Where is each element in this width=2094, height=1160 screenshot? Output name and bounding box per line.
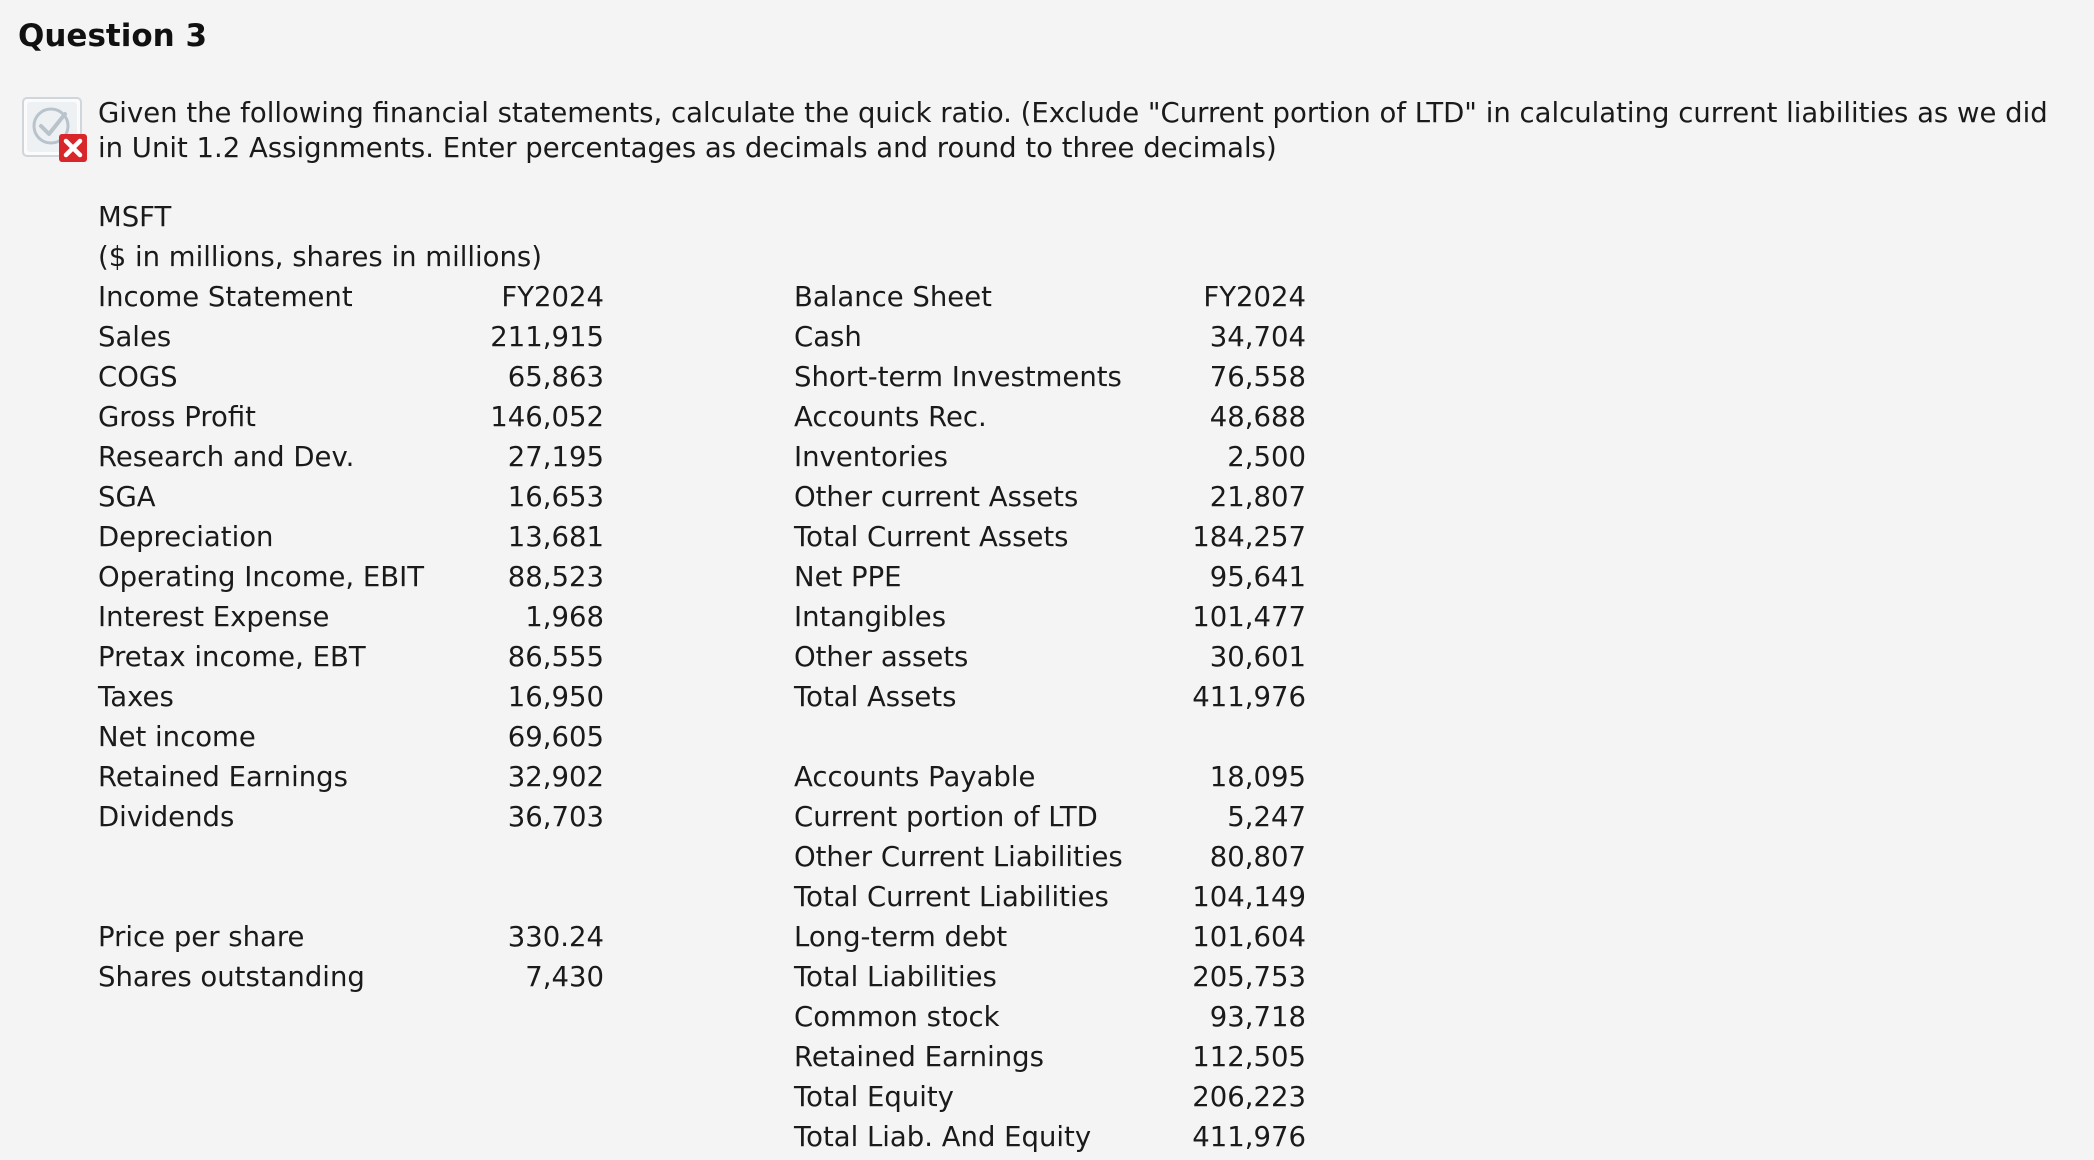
income-row-label: Interest Expense: [98, 601, 330, 633]
asset-row: [794, 397, 1306, 437]
income-row-value: 65,863: [507, 361, 604, 393]
income-row-value: 88,523: [507, 561, 604, 593]
liability-row-label: Total Liab. And Equity: [794, 1121, 1092, 1153]
income-row-label: Research and Dev.: [98, 441, 355, 473]
market-row-value: 7,430: [525, 961, 604, 993]
liability-row-label: Total Equity: [794, 1081, 954, 1113]
market-row: [98, 957, 604, 997]
income-row: [98, 317, 604, 357]
asset-row: [794, 677, 1306, 717]
income-row-value: 86,555: [507, 641, 604, 673]
asset-row-label: Inventories: [794, 441, 948, 473]
liability-row-value: 411,976: [1192, 1121, 1306, 1153]
liability-row-value: 112,505: [1192, 1041, 1306, 1073]
liability-row-label: Total Current Liabilities: [794, 881, 1109, 913]
liability-row: [794, 1077, 1306, 1117]
liability-row-label: Current portion of LTD: [794, 801, 1098, 833]
income-row-label: Net income: [98, 721, 256, 753]
liability-row-label: Common stock: [794, 1001, 1000, 1033]
market-row-value: 330.24: [507, 921, 604, 953]
asset-row: [794, 597, 1306, 637]
income-row-value: 27,195: [507, 441, 604, 473]
income-row: [98, 357, 604, 397]
income-row-value: 16,653: [507, 481, 604, 513]
liability-row-value: 205,753: [1192, 961, 1306, 993]
income-row-label: Taxes: [98, 681, 174, 713]
balance-header-row: [794, 277, 1306, 317]
liability-row: [794, 917, 1306, 957]
income-row-value: 36,703: [507, 801, 604, 833]
liability-row: [794, 957, 1306, 997]
liability-row-label: Other Current Liabilities: [794, 841, 1123, 873]
asset-row-label: Total Assets: [794, 681, 957, 713]
liability-row: [794, 757, 1306, 797]
income-row: [98, 597, 604, 637]
market-row-label: Price per share: [98, 921, 305, 953]
liability-row-label: Retained Earnings: [794, 1041, 1044, 1073]
asset-row: [794, 637, 1306, 677]
asset-row-label: Short-term Investments: [794, 361, 1122, 393]
income-row-label: Sales: [98, 321, 172, 353]
asset-row-label: Net PPE: [794, 561, 902, 593]
asset-row-value: 30,601: [1209, 641, 1306, 673]
income-statement-table: [98, 277, 604, 997]
income-row: [98, 677, 604, 717]
income-row: [98, 557, 604, 597]
market-row-label: Shares outstanding: [98, 961, 365, 993]
question-title: Question 3: [18, 18, 208, 54]
asset-row-value: 21,807: [1209, 481, 1306, 513]
liability-row-value: 18,095: [1209, 761, 1306, 793]
liability-row-value: 206,223: [1192, 1081, 1306, 1113]
asset-row: [794, 357, 1306, 397]
asset-row-value: 101,477: [1192, 601, 1306, 633]
asset-row-label: Other assets: [794, 641, 969, 673]
liability-row: [794, 1037, 1306, 1077]
asset-row-label: Total Current Assets: [794, 521, 1069, 553]
liability-row-value: 5,247: [1227, 801, 1306, 833]
liability-row-label: Total Liabilities: [794, 961, 997, 993]
income-row: [98, 477, 604, 517]
income-row-label: Pretax income, EBT: [98, 641, 366, 673]
income-row-value: 69,605: [507, 721, 604, 753]
income-row-label: Retained Earnings: [98, 761, 348, 793]
liability-row: [794, 797, 1306, 837]
asset-row: [794, 517, 1306, 557]
units-note: ($ in millions, shares in millions): [98, 241, 542, 273]
income-row-label: Dividends: [98, 801, 235, 833]
liability-row-value: 101,604: [1192, 921, 1306, 953]
income-row-label: Depreciation: [98, 521, 274, 553]
liability-row-label: Accounts Payable: [794, 761, 1036, 793]
income-row: [98, 717, 604, 757]
company-ticker: MSFT: [98, 201, 172, 233]
asset-row: [794, 557, 1306, 597]
liability-row-value: 93,718: [1209, 1001, 1306, 1033]
asset-row-label: Intangibles: [794, 601, 947, 633]
balance-year-heading: FY2024: [1203, 281, 1306, 313]
liability-row: [794, 837, 1306, 877]
income-row-label: Gross Profit: [98, 401, 256, 433]
asset-row-value: 184,257: [1192, 521, 1306, 553]
liability-row: [794, 1117, 1306, 1157]
liability-row: [794, 997, 1306, 1037]
asset-row: [794, 477, 1306, 517]
market-row: [98, 917, 604, 957]
income-year-heading: FY2024: [501, 281, 604, 313]
income-row-label: SGA: [98, 481, 156, 513]
liability-row-value: 104,149: [1192, 881, 1306, 913]
income-row-value: 1,968: [525, 601, 604, 633]
income-row-value: 32,902: [507, 761, 604, 793]
income-row-value: 146,052: [490, 401, 604, 433]
asset-row-label: Other current Assets: [794, 481, 1079, 513]
income-statement-heading: Income Statement: [98, 281, 353, 313]
asset-row-value: 34,704: [1209, 321, 1306, 353]
income-row: [98, 797, 604, 837]
liability-row: [794, 877, 1306, 917]
asset-row-value: 2,500: [1227, 441, 1306, 473]
liability-row-label: Long-term debt: [794, 921, 1008, 953]
incorrect-x-icon: [21, 96, 89, 164]
income-row-label: Operating Income, EBIT: [98, 561, 425, 593]
income-row: [98, 757, 604, 797]
income-row: [98, 517, 604, 557]
balance-sheet-heading: Balance Sheet: [794, 281, 992, 313]
income-row: [98, 437, 604, 477]
asset-row-value: 48,688: [1209, 401, 1306, 433]
balance-sheet-table: [794, 277, 1306, 1157]
question-prompt: Given the following financial statements, calculate the quick ratio. (Exclude "Current portion of LTD" in calculating current liabilities as we did in Unit 1.2 Assignments. Enter percentages as decimals and round to three decimals): [98, 97, 2048, 164]
asset-row-value: 76,558: [1209, 361, 1306, 393]
income-row-value: 211,915: [490, 321, 604, 353]
income-row: [98, 637, 604, 677]
income-row-value: 13,681: [507, 521, 604, 553]
asset-row: [794, 437, 1306, 477]
asset-row-value: 411,976: [1192, 681, 1306, 713]
income-row-value: 16,950: [507, 681, 604, 713]
asset-row-label: Accounts Rec.: [794, 401, 987, 433]
liability-row-value: 80,807: [1209, 841, 1306, 873]
asset-row: [794, 317, 1306, 357]
income-header-row: [98, 277, 604, 317]
asset-row-value: 95,641: [1209, 561, 1306, 593]
asset-row-label: Cash: [794, 321, 862, 353]
income-row: [98, 397, 604, 437]
income-row-label: COGS: [98, 361, 178, 393]
